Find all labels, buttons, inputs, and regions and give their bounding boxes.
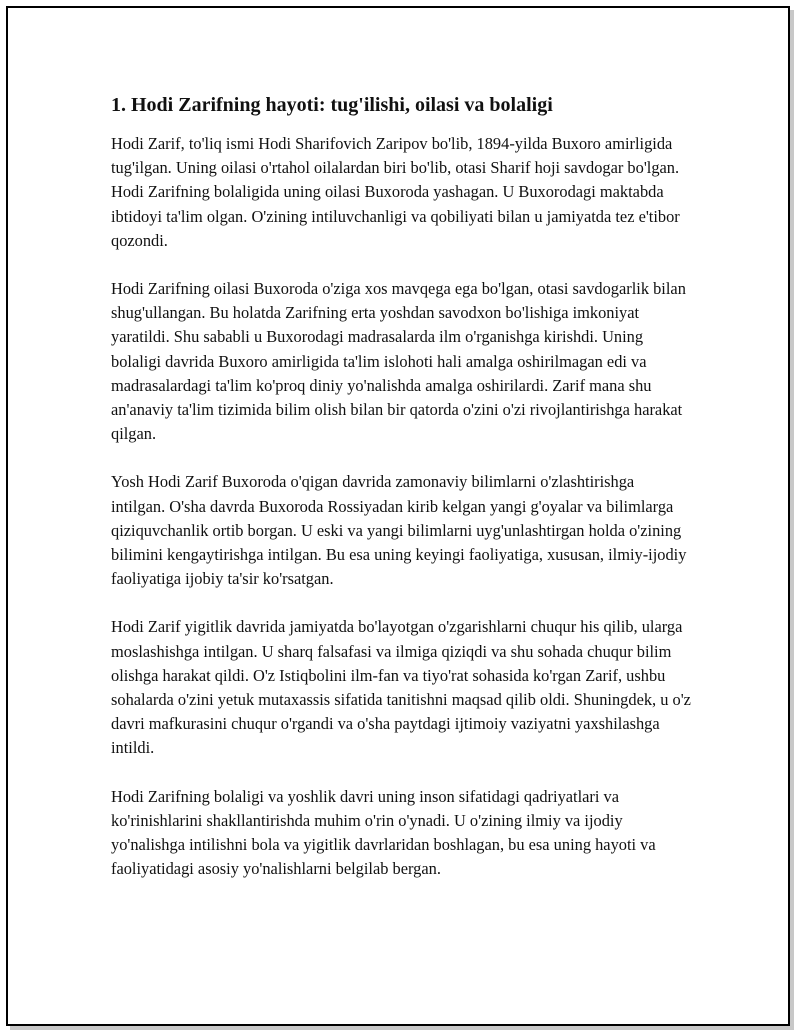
section-heading: 1. Hodi Zarifning hayoti: tug'ilishi, oilasi va bolaligi — [111, 94, 553, 116]
paragraph-3: Yosh Hodi Zarif Buxoroda o'qigan davrida zamonaviy bilimlarni o'zlashtirishga intilgan. O'sha davrda Buxoroda Rossiyadan kirib kelgan yangi g'oyalar va bilimlarga qiziquvchanlik ortib borgan. U eski va yangi bilimlarni uyg'unlashtirgan holda o'zining bilimini kengaytirishga intilgan. Bu esa uning keyingi faoliyatiga, xususan, ilmiy-ijodiy faoliyatiga ijobiy ta'sir ko'rsatgan. — [111, 472, 687, 589]
paragraph-5: Hodi Zarifning bolaligi va yoshlik davri uning inson sifatidagi qadriyatlari va ko'rinishlarini shakllantirishda muhim o'rin o'ynadi. U o'zining ilmiy va ijodiy yo'nalishga intilishni bola va yigitlik davrlaridan boshlagan, bu esa uning hayoti va faoliyatidagi asosiy yo'nalishlarni belgilab bergan. — [111, 786, 656, 879]
paragraph-1: Hodi Zarif, to'liq ismi Hodi Sharifovich Zaripov bo'lib, 1894-yilda Buxoro amirligida tug'ilgan. Uning oilasi o'rtahol oilalardan biri bo'lib, otasi Sharif hoji savdogar bo'lgan. Hodi Zarifning bolaligida uning oilasi Buxoroda yashagan. U Buxorodagi maktabda ibtidoyi ta'lim olgan. O'zining intiluvchanligi va qobiliyati bilan u jamiyatda tez e'tibor qozondi. — [111, 134, 680, 250]
document-body — [111, 92, 691, 905]
paragraph-2: Hodi Zarifning oilasi Buxoroda o'ziga xos mavqega ega bo'lgan, otasi savdogarlik bilan shug'ullangan. Bu holatda Zarifning erta yoshdan savodxon bo'lishiga imkoniyat yaratildi. Shu sababli u Buxorodagi madrasalarda ilm o'rganishga kirishdi. Uning bolaligi davrida Buxoro amirligida ta'lim islohoti hali amalga oshirilmagan edi va madrasalardagi ta'lim ko'proq diniy yo'nalishda amalga oshirilardi. Zarif mana shu an'anaviy ta'lim tizimida bilim olish bilan bir qatorda o'zini o'zi rivojlantirishga harakat qilgan. — [111, 279, 686, 444]
paragraph-4: Hodi Zarif yigitlik davrida jamiyatda bo'layotgan o'zgarishlarni chuqur his qilib, ularga moslashishga intilgan. U sharq falsafasi va ilmiga qiziqdi va shu sohada chuqur bilim olishga harakat qildi. O'z Istiqbolini ilm-fan va tiyo'rat sohasida ko'rgan Zarif, ushbu sohalarda o'zini yetuk mutaxassis sifatida tanitishni maqsad qilib oldi. Shuningdek, u o'z davri mafkurasini chuqur o'rgandi va o'sha paytdagi ijtimoiy vaziyatni yaxshilashga intildi. — [111, 617, 691, 758]
